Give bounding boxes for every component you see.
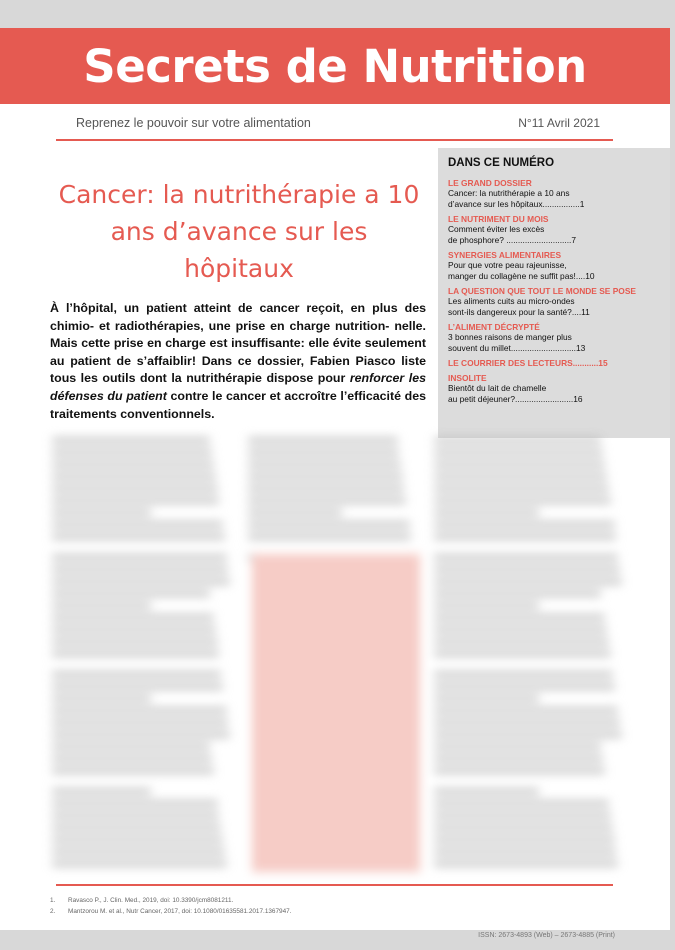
blurred-text-line [434, 756, 603, 761]
toc-list [448, 178, 660, 404]
blurred-text-line [52, 744, 210, 749]
blurred-text-line [434, 684, 615, 689]
toc-entry-text: Pour que votre peau rajeunisse, [448, 260, 567, 270]
toc-title: DANS CE NUMÉRO [448, 157, 555, 169]
blurred-text-line [434, 672, 613, 677]
blurred-text-line [434, 696, 539, 701]
toc-entry[interactable] [448, 286, 660, 317]
blurred-text-line [52, 555, 227, 560]
blurred-text-line [434, 861, 618, 866]
blurred-text-line [434, 534, 616, 539]
blurred-text-line [434, 801, 609, 806]
blurred-text-line [434, 579, 622, 584]
tagline: Reprenez le pouvoir sur votre alimentation [76, 116, 311, 130]
toc-category: LA QUESTION QUE TOUT LE MONDE SE POSE [448, 286, 636, 296]
toc-entry-text: Les aliments cuits au micro-ondes [448, 296, 575, 306]
toc-entry[interactable] [448, 322, 660, 353]
toc-entry-text: au petit déjeuner?.........................16 [448, 393, 583, 404]
blurred-text-line [52, 684, 223, 689]
footnote-divider [56, 884, 613, 886]
table-of-contents [438, 148, 670, 438]
blurred-text-line [434, 708, 618, 713]
blurred-text-line [248, 510, 342, 515]
blurred-text-line [434, 720, 620, 725]
blurred-text-line [248, 462, 401, 467]
blurred-text-line [434, 849, 616, 854]
blurred-text-line [434, 825, 613, 830]
lede-emphasis: renforcer les défenses du patient [50, 371, 426, 403]
blurred-text-line [52, 603, 151, 608]
blurred-text-line [52, 534, 225, 539]
blurred-text-line [52, 837, 223, 842]
sidebar-box [252, 554, 420, 872]
toc-entry-text: Bientôt du lait de chamelle [448, 383, 547, 393]
blurred-text-line [52, 567, 228, 572]
toc-entry-text: Cancer: la nutrithérapie a 10 ans [448, 188, 570, 198]
blurred-text-line [52, 438, 210, 443]
blurred-text-line [52, 615, 214, 620]
blurred-text-line [434, 651, 611, 656]
masthead-banner [0, 28, 670, 104]
blurred-text-line [52, 801, 218, 806]
blurred-text-line [52, 825, 221, 830]
blurred-text-line [434, 486, 609, 491]
blurred-text-line [434, 615, 605, 620]
issn: ISSN: 2673-4893 (Web) – 2673-4885 (Print) [478, 932, 615, 939]
blurred-text-line [434, 474, 607, 479]
blurred-text-line [434, 555, 618, 560]
toc-entry-text: 3 bonnes raisons de manger plus [448, 332, 572, 342]
blurred-text-line [52, 789, 151, 794]
blurred-text-line [52, 498, 219, 503]
blurred-text-line [52, 720, 228, 725]
blurred-text-line [434, 813, 611, 818]
blurred-text-line [434, 627, 607, 632]
blurred-text-line [434, 768, 605, 773]
blurred-text-line [434, 567, 620, 572]
toc-category: INSOLITE [448, 373, 487, 383]
blurred-text-line [434, 639, 609, 644]
blurred-text-line [52, 849, 225, 854]
blurred-text-line [248, 486, 404, 491]
lede-text-end: contre le cancer et accroître l’efficacité des traitements conventionnels. [50, 388, 427, 421]
blurred-text-line [52, 861, 227, 866]
blurred-text-line [248, 450, 399, 455]
body-column-3 [434, 438, 624, 873]
toc-entry-text: manger du collagène ne suffit pas!....10 [448, 270, 595, 281]
toc-category: LE GRAND DOSSIER [448, 178, 532, 188]
blurred-text-line [434, 732, 622, 737]
blurred-text-line [52, 768, 214, 773]
blurred-article-body [44, 438, 634, 874]
blurred-text-line [434, 462, 605, 467]
blurred-text-line [434, 837, 615, 842]
toc-entry-text: souvent du millet............................13 [448, 342, 586, 353]
toc-entry[interactable] [448, 178, 660, 209]
blurred-text-line [248, 474, 403, 479]
blurred-text-line [248, 522, 410, 527]
blurred-text-line [248, 498, 406, 503]
blurred-text-line [52, 696, 151, 701]
blurred-text-line [52, 651, 219, 656]
subheader [76, 116, 600, 130]
blurred-text-line [434, 510, 539, 515]
blurred-text-line [52, 462, 214, 467]
blurred-text-line [52, 579, 230, 584]
blurred-text-line [434, 744, 601, 749]
toc-entry-text: Comment éviter les excès [448, 224, 545, 234]
toc-entry-text: d’avance sur les hôpitaux................1 [448, 198, 585, 209]
toc-entry[interactable] [448, 214, 660, 245]
blurred-text-line [52, 486, 218, 491]
footnotes [50, 895, 291, 917]
issue-number: N°11 Avril 2021 [518, 116, 600, 130]
toc-entry[interactable] [448, 373, 660, 404]
blurred-text-line [434, 603, 539, 608]
toc-entry-text: sont-ils dangereux pour la santé?....11 [448, 306, 590, 317]
blurred-text-line [52, 672, 221, 677]
lede-text: À l’hôpital, un patient atteint de cancer reçoit, en plus des chimio- et radiothérapies, une prise en charge nutrition- nelle. Mais cette prise en charge est insuffisante: elle évite seulement au patient de s’affaiblir! Dans ce dossier, Fabien Piasco liste tous les outils dont la nutrithérapie dispose pour [50, 301, 426, 386]
toc-entry[interactable] [448, 358, 660, 368]
toc-category: LE NUTRIMENT DU MOIS [448, 214, 549, 224]
toc-entry[interactable] [448, 250, 660, 281]
blurred-text-line [52, 732, 230, 737]
blurred-text-line [52, 510, 151, 515]
blurred-text-line [434, 591, 601, 596]
blurred-text-line [434, 450, 603, 455]
toc-category: LE COURRIER DES LECTEURS...........15 [448, 358, 608, 368]
body-column-2 [248, 438, 418, 567]
blurred-text-line [52, 813, 219, 818]
toc-category: SYNERGIES ALIMENTAIRES [448, 250, 562, 260]
blurred-text-line [52, 756, 212, 761]
article-headline: Cancer: la nutrithérapie a 10 ans d’avance sur les hôpitaux [58, 180, 420, 283]
footnote-2: 2. Mantzorou M. et al., Nutr Cancer, 2017, doi: 10.1080/01635581.2017.1367947. [50, 908, 292, 915]
blurred-text-line [434, 789, 539, 794]
masthead-title: Secrets de Nutrition [83, 39, 587, 93]
blurred-text-line [434, 522, 615, 527]
blurred-text-line [434, 438, 601, 443]
blurred-text-line [52, 474, 216, 479]
blurred-text-line [248, 438, 398, 443]
blurred-text-line [52, 627, 216, 632]
header-divider [56, 139, 613, 141]
toc-entry-text: de phosphore? ............................7 [448, 234, 577, 245]
blurred-text-line [52, 591, 210, 596]
blurred-text-line [52, 450, 212, 455]
footnote-1: 1. Ravasco P., J. Clin. Med., 2019, doi: 10.3390/jcm8081211. [50, 897, 234, 904]
toc-category: L’ALIMENT DÉCRYPTÉ [448, 322, 540, 332]
blurred-text-line [52, 522, 223, 527]
blurred-text-line [52, 639, 218, 644]
blurred-text-line [52, 708, 227, 713]
blurred-text-line [248, 534, 411, 539]
article-lede [50, 300, 426, 423]
blurred-text-line [434, 498, 611, 503]
body-column-1 [52, 438, 232, 873]
